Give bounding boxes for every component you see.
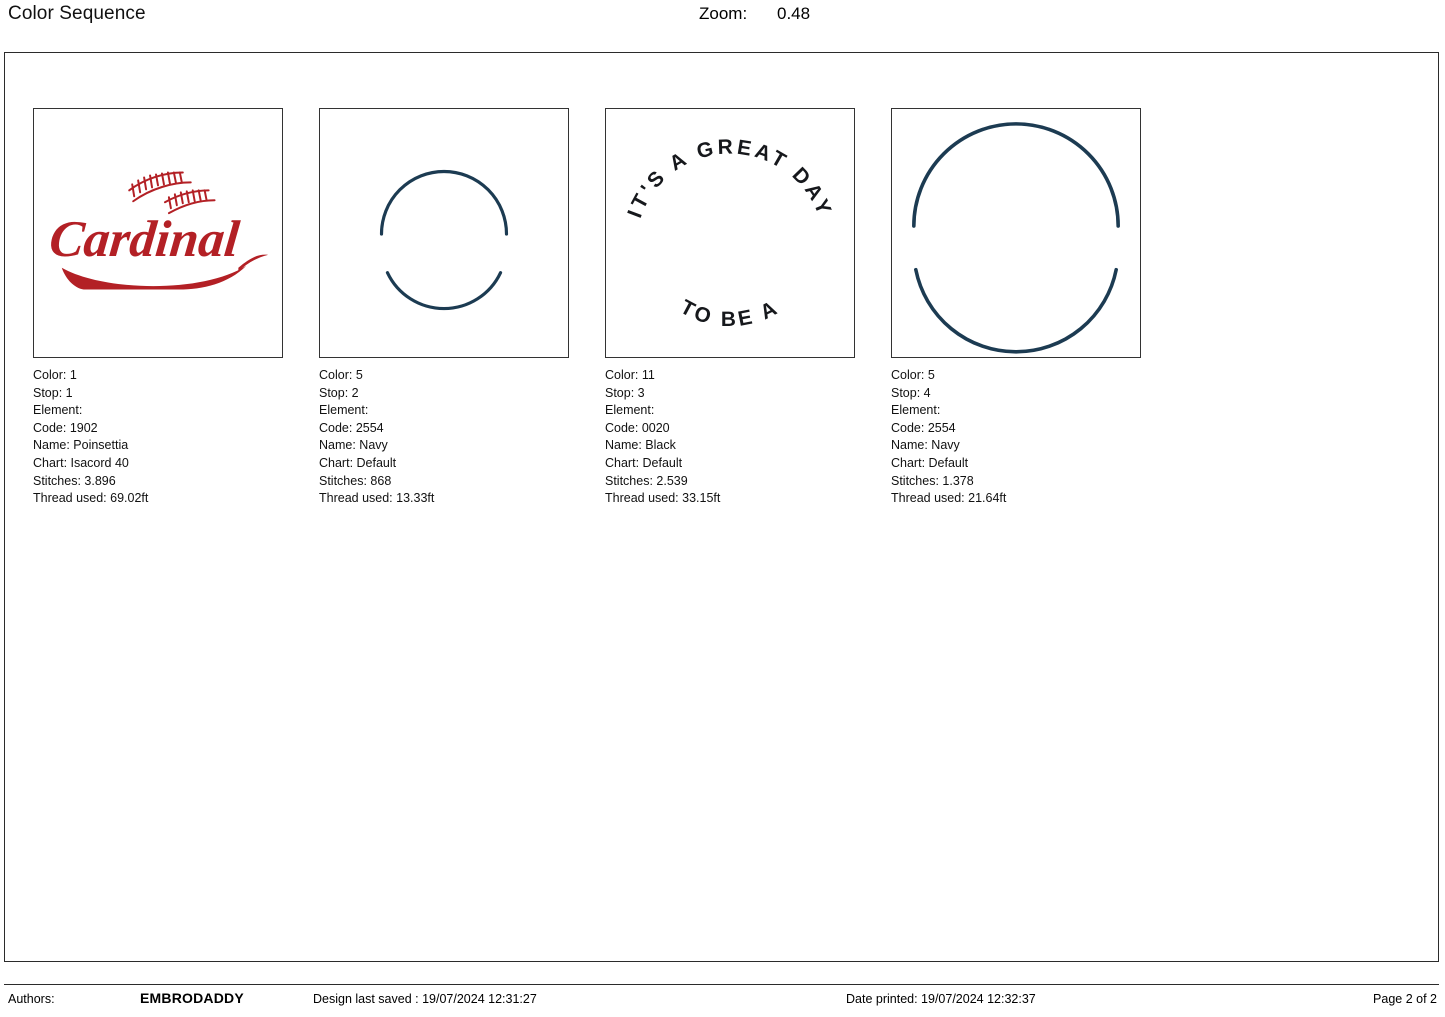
authors-label: Authors: xyxy=(8,992,55,1006)
stitch-count: Stitches: 868 xyxy=(319,473,392,488)
thread-used: Thread used: 13.33ft xyxy=(319,491,435,506)
color-info-block xyxy=(319,367,571,508)
brand-name: EMBRODADDY xyxy=(140,990,244,1006)
page-title: Color Sequence xyxy=(8,3,146,24)
thread-name: Name: Navy xyxy=(891,438,960,453)
svg-text:Cardinal: Cardinal xyxy=(46,210,242,268)
thread-chart: Chart: Isacord 40 xyxy=(33,455,129,470)
zoom-value: 0.48 xyxy=(777,4,811,23)
zoom-label: Zoom: xyxy=(699,4,748,23)
page-footer xyxy=(0,990,1445,1016)
stop-index: Stop: 1 xyxy=(33,385,73,400)
svg-text:IT'S A GREAT DAY: IT'S A GREAT DAY xyxy=(623,135,837,221)
thread-used: Thread used: 69.02ft xyxy=(33,491,149,506)
design-last-saved: Design last saved : 19/07/2024 12:31:27 xyxy=(313,992,537,1006)
thread-name: Name: Black xyxy=(605,438,676,453)
page-header xyxy=(0,0,1445,48)
design-sheet xyxy=(4,52,1439,962)
thread-used: Thread used: 21.64ft xyxy=(891,491,1007,506)
design-preview-cardinal[interactable] xyxy=(33,108,283,358)
color-index: Color: 5 xyxy=(891,368,935,382)
thread-code: Code: 2554 xyxy=(891,420,956,435)
thread-used: Thread used: 33.15ft xyxy=(605,491,721,506)
thread-chart: Chart: Default xyxy=(605,455,683,470)
thread-chart: Chart: Default xyxy=(891,455,969,470)
stitch-count: Stitches: 2.539 xyxy=(605,473,688,488)
svg-text:TO BE A: TO BE A xyxy=(676,295,784,332)
design-preview-navy-large-circle[interactable] xyxy=(891,108,1141,358)
color-index: Color: 5 xyxy=(319,368,363,382)
stop-index: Stop: 4 xyxy=(891,385,931,400)
stop-index: Stop: 2 xyxy=(319,385,359,400)
footer-divider xyxy=(4,984,1439,985)
design-preview-circular-text[interactable] xyxy=(605,108,855,358)
color-sequence-item[interactable] xyxy=(605,108,857,508)
element-label: Element: xyxy=(319,403,369,418)
stop-index: Stop: 3 xyxy=(605,385,645,400)
stitch-count: Stitches: 1.378 xyxy=(891,473,974,488)
element-label: Element: xyxy=(605,403,655,418)
thread-code: Code: 2554 xyxy=(319,420,384,435)
color-sequence-item[interactable] xyxy=(319,108,571,508)
color-index: Color: 1 xyxy=(33,368,77,382)
color-sequence-item[interactable] xyxy=(891,108,1143,508)
thread-name: Name: Navy xyxy=(319,438,388,453)
color-index: Color: 11 xyxy=(605,368,655,382)
element-label: Element: xyxy=(891,403,941,418)
element-label: Element: xyxy=(33,403,83,418)
page-number: Page 2 of 2 xyxy=(1373,992,1437,1006)
color-info-block xyxy=(605,367,857,508)
stitch-count: Stitches: 3.896 xyxy=(33,473,116,488)
thread-name: Name: Poinsettia xyxy=(33,438,129,453)
design-preview-navy-small-circle[interactable] xyxy=(319,108,569,358)
thread-code: Code: 0020 xyxy=(605,420,670,435)
thread-code: Code: 1902 xyxy=(33,420,98,435)
color-info-block xyxy=(33,367,285,508)
color-info-block xyxy=(891,367,1143,508)
thread-chart: Chart: Default xyxy=(319,455,397,470)
color-sequence-item[interactable] xyxy=(33,108,285,508)
color-sequence-list xyxy=(33,108,1143,508)
date-printed: Date printed: 19/07/2024 12:32:37 xyxy=(846,992,1036,1006)
